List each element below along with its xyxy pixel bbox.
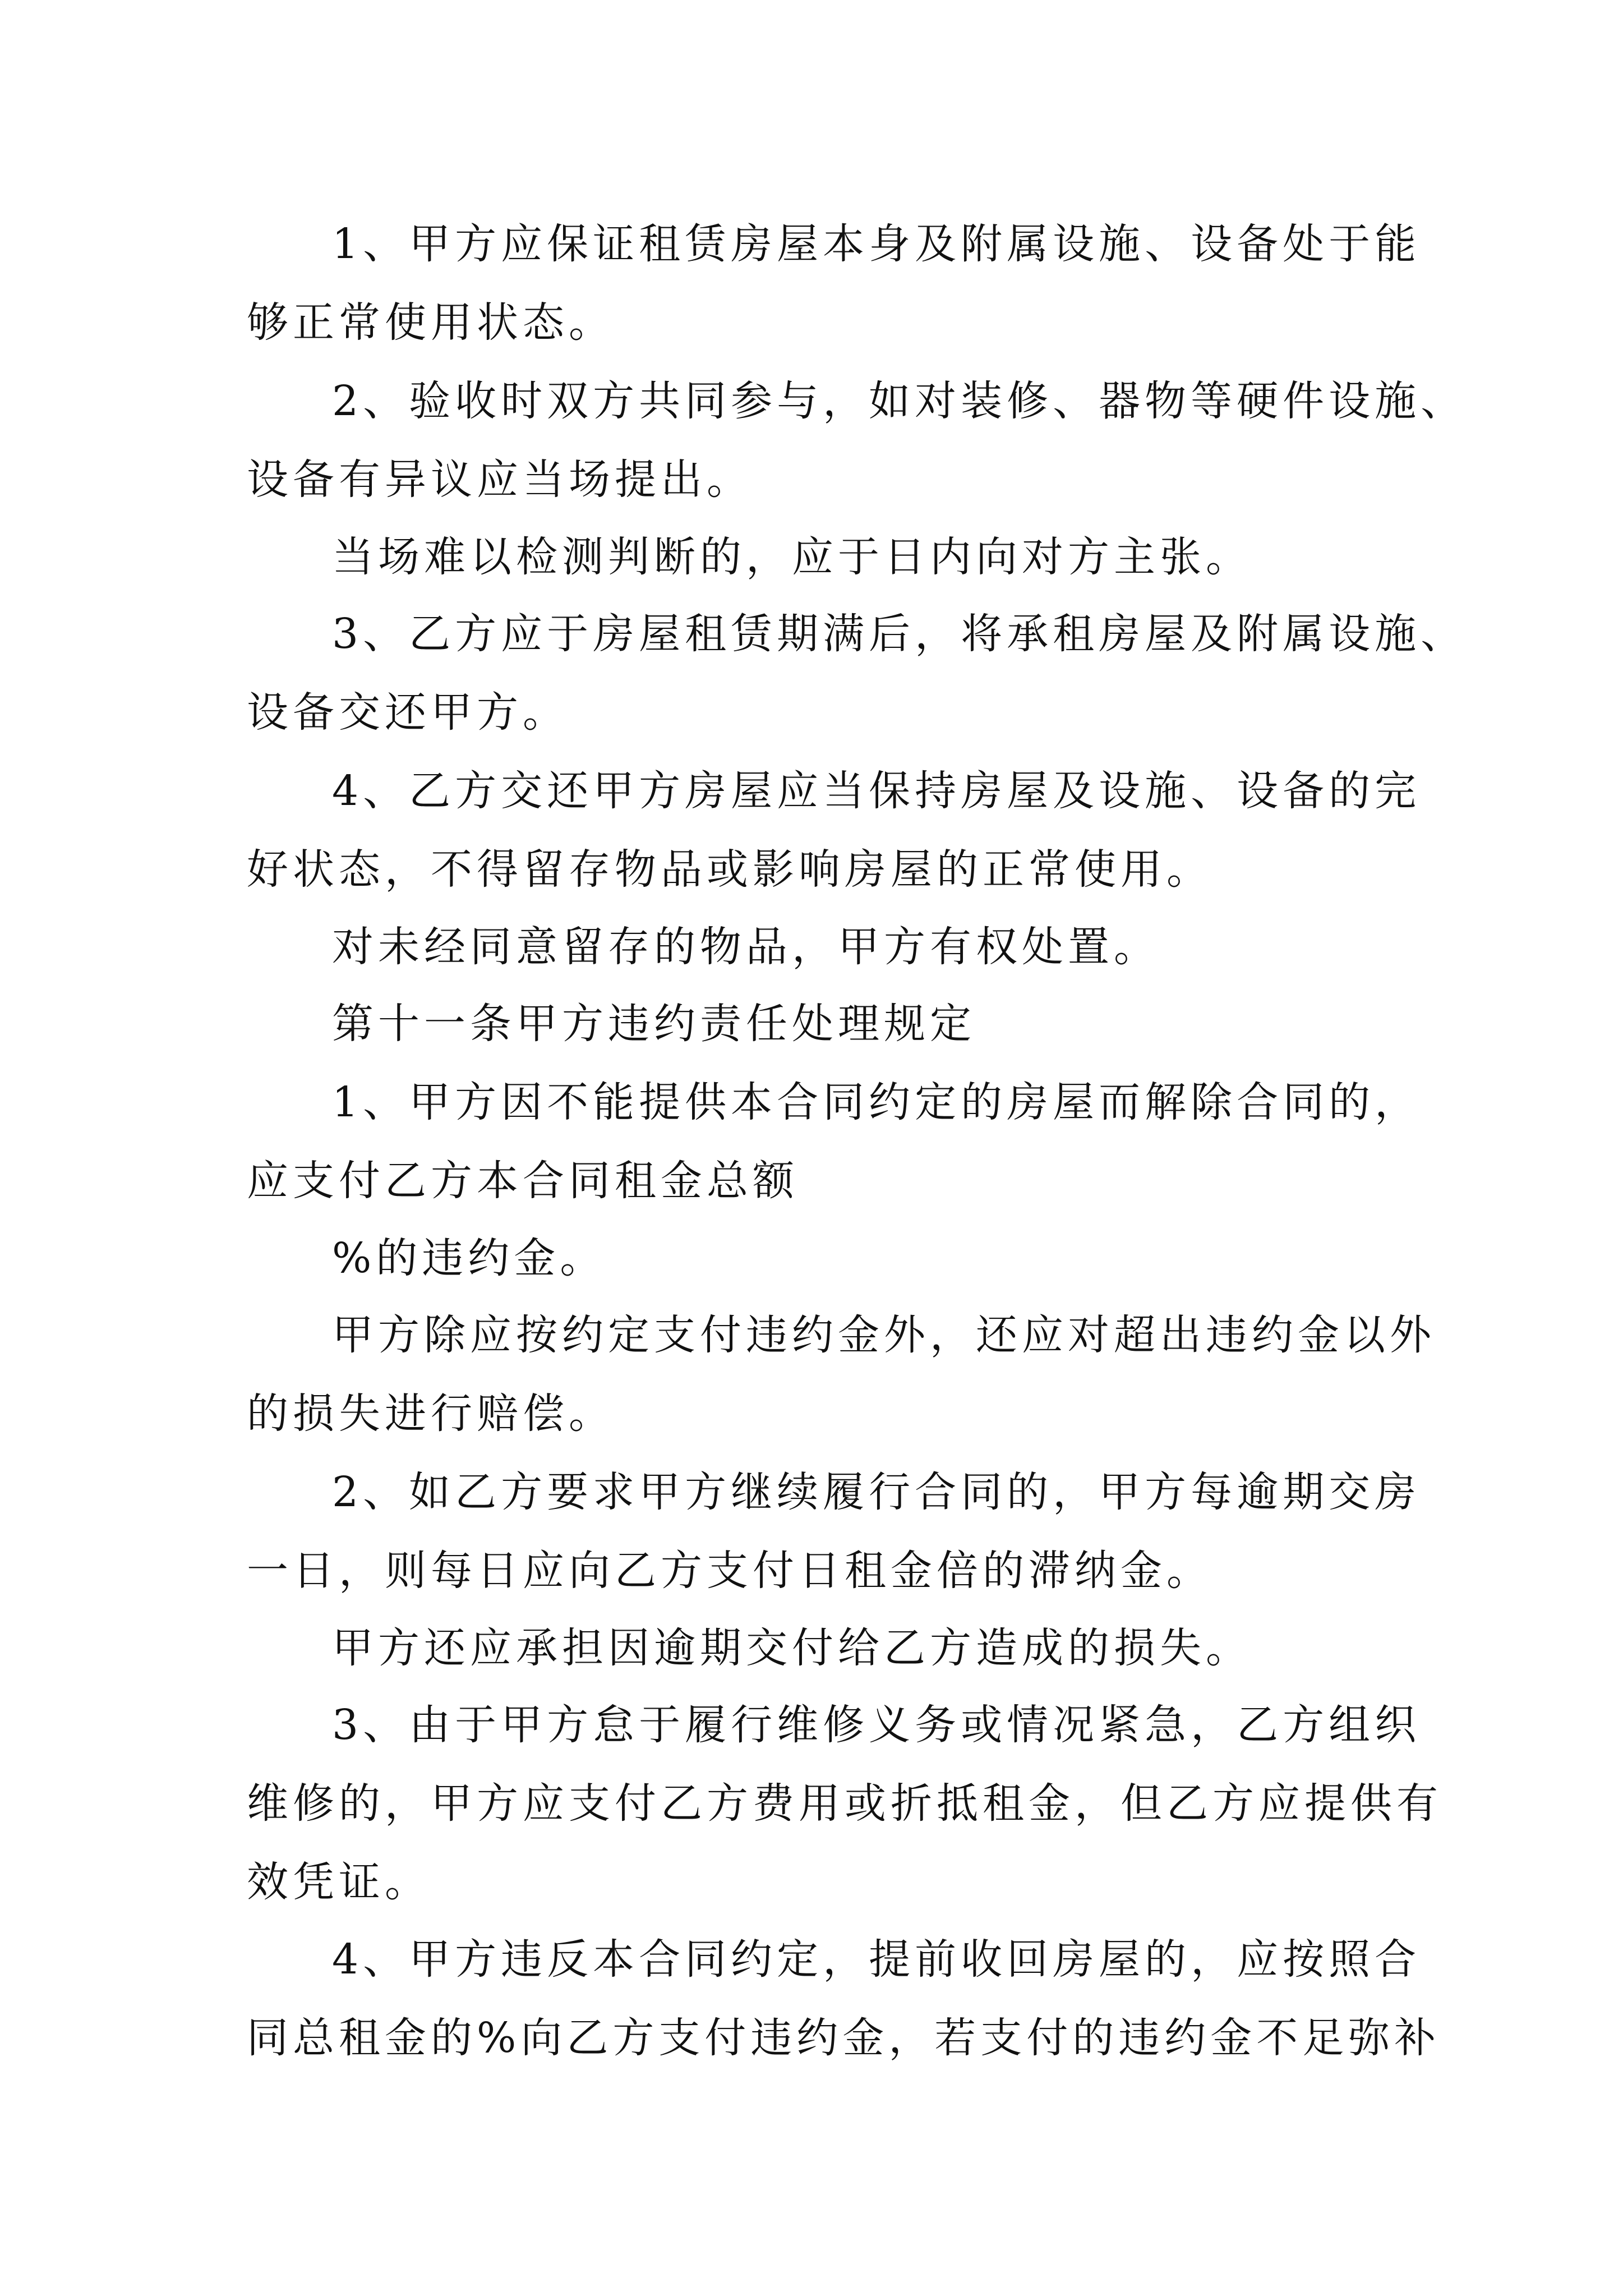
text-line-14: %的违约金。 bbox=[332, 1234, 606, 1282]
text-line-4: 设备有异议应当场提出。 bbox=[247, 455, 753, 504]
text-line-5: 当场难以检测判断的，应于日内向对方主张。 bbox=[332, 533, 1252, 581]
text-line-23: 4、甲方违反本合同约定，提前收回房屋的，应按照合 bbox=[332, 1935, 1421, 1984]
text-line-19: 甲方还应承担因逾期交付给乙方造成的损失。 bbox=[332, 1624, 1252, 1672]
text-line-3: 2、验收时双方共同参与，如对装修、器物等硬件设施、 bbox=[332, 377, 1467, 425]
text-line-8: 4、乙方交还甲方房屋应当保持房屋及设施、设备的完 bbox=[332, 767, 1421, 815]
text-line-15: 甲方除应按约定支付违约金外，还应对超出违约金以外 bbox=[332, 1311, 1436, 1359]
text-line-13: 应支付乙方本合同租金总额 bbox=[247, 1157, 799, 1205]
text-line-17: 2、如乙方要求甲方继续履行合同的，甲方每逾期交房 bbox=[332, 1468, 1421, 1516]
text-line-10: 对未经同意留存的物品，甲方有权处置。 bbox=[332, 923, 1160, 971]
section-heading: 第十一条甲方违约责任处理规定 bbox=[332, 1000, 976, 1048]
text-line-21: 维修的，甲方应支付乙方费用或折抵租金，但乙方应提供有 bbox=[247, 1779, 1442, 1828]
text-line-2: 够正常使用状态。 bbox=[247, 298, 615, 347]
text-line-16: 的损失进行赔偿。 bbox=[247, 1389, 615, 1438]
text-line-20: 3、由于甲方怠于履行维修义务或情况紧急，乙方组织 bbox=[332, 1701, 1421, 1749]
text-line-18: 一日，则每日应向乙方支付日租金倍的滞纳金。 bbox=[247, 1547, 1212, 1595]
text-line-12: 1、甲方因不能提供本合同约定的房屋而解除合同的， bbox=[332, 1078, 1421, 1126]
text-line-6: 3、乙方应于房屋租赁期满后，将承租房屋及附属设施、 bbox=[332, 610, 1467, 658]
text-line-7: 设备交还甲方。 bbox=[247, 688, 569, 737]
text-line-1: 1、甲方应保证租赁房屋本身及附属设施、设备处于能 bbox=[332, 220, 1421, 268]
text-line-22: 效凭证。 bbox=[247, 1858, 431, 1906]
text-line-24: 同总租金的%向乙方支付违约金，若支付的违约金不足弥补 bbox=[247, 2014, 1441, 2062]
text-line-9: 好状态，不得留存物品或影响房屋的正常使用。 bbox=[247, 845, 1212, 894]
